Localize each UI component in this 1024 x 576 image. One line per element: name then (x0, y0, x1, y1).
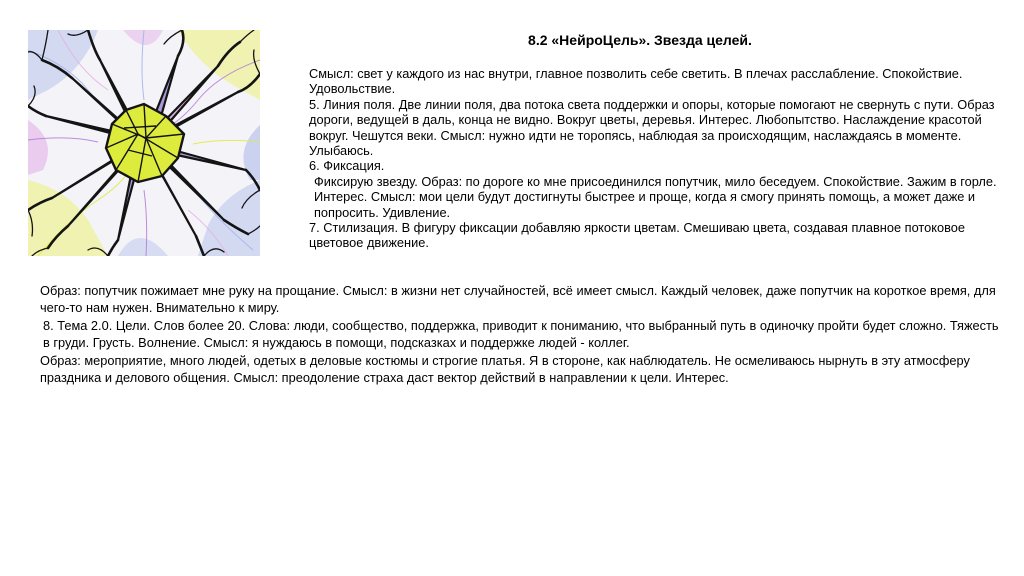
slide-title: 8.2 «НейроЦель». Звезда целей. (528, 32, 752, 48)
bottom-text-block (40, 282, 1005, 386)
paragraph-theme-goals: 8. Тема 2.0. Цели. Слов более 20. Слова: люди, сообщество, поддержка, приводит к пониманию, что выбранный путь в одиночку пройти будет сложно. Тяжесть в груди. Грусть. Волнение. Смысл: я нуждаюсь в помощи, подсказках и поддержке людей - коллег. (43, 317, 999, 351)
neurographic-star-drawing (28, 30, 260, 256)
top-text-block (284, 66, 1004, 251)
neurographic-star-image (28, 30, 260, 256)
paragraph-companion-image: Образ: попутчик пожимает мне руку на прощание. Смысл: в жизни нет случайностей, всё имеет смысл. Каждый человек, даже попутчик на короткое время, для чего-то нам нужен. Внимательно к миру. (40, 283, 996, 316)
paragraph-event-image: Образ: мероприятие, много людей, одетых в деловые костюмы и строгие платья. Я в стороне, как наблюдатель. Не осмеливаюсь нырнуть в эту атмосферу праздника и делового общения. Смысл: преодоление страха даст вектор действий в направлении к цели. Интерес. (40, 352, 970, 386)
paragraph-meaning-light: Смысл: свет у каждого из нас внутри, главное позволить себе светить. В плечах расслабление. Спокойствие. Удовольствие. (309, 66, 963, 97)
paragraph-stylization: 7. Стилизация. В фигуру фиксации добавляю яркости цветам. Смешиваю цвета, создавая плавное потоковое цветовое движение. (309, 220, 965, 251)
paragraph-field-line: 5. Линия поля. Две линии поля, два потока света поддержки и опоры, которые помогают не свернуть с пути. Образ дороги, ведущей в даль, конца не видно. Вокруг цветы, деревья. Интерес. Любопытство. Наслаждение красотой вокруг. Чешутся веки. Смысл: нужно идти не торопясь, наблюдая за происходящим, наслаждаясь в моменте. Улыбаюсь. (309, 96, 995, 159)
paragraph-fixation-body: Фиксирую звезду. Образ: по дороге ко мне присоединился попутчик, мило беседуем. Спокойствие. Зажим в горле. Интерес. Смысл: мои цели будут достигнуты быстрее и проще, когда я смогу принять помощь, а может даже и попросить. Удивление. (314, 173, 997, 220)
paragraph-fixation-heading: 6. Фиксация. (309, 158, 385, 174)
